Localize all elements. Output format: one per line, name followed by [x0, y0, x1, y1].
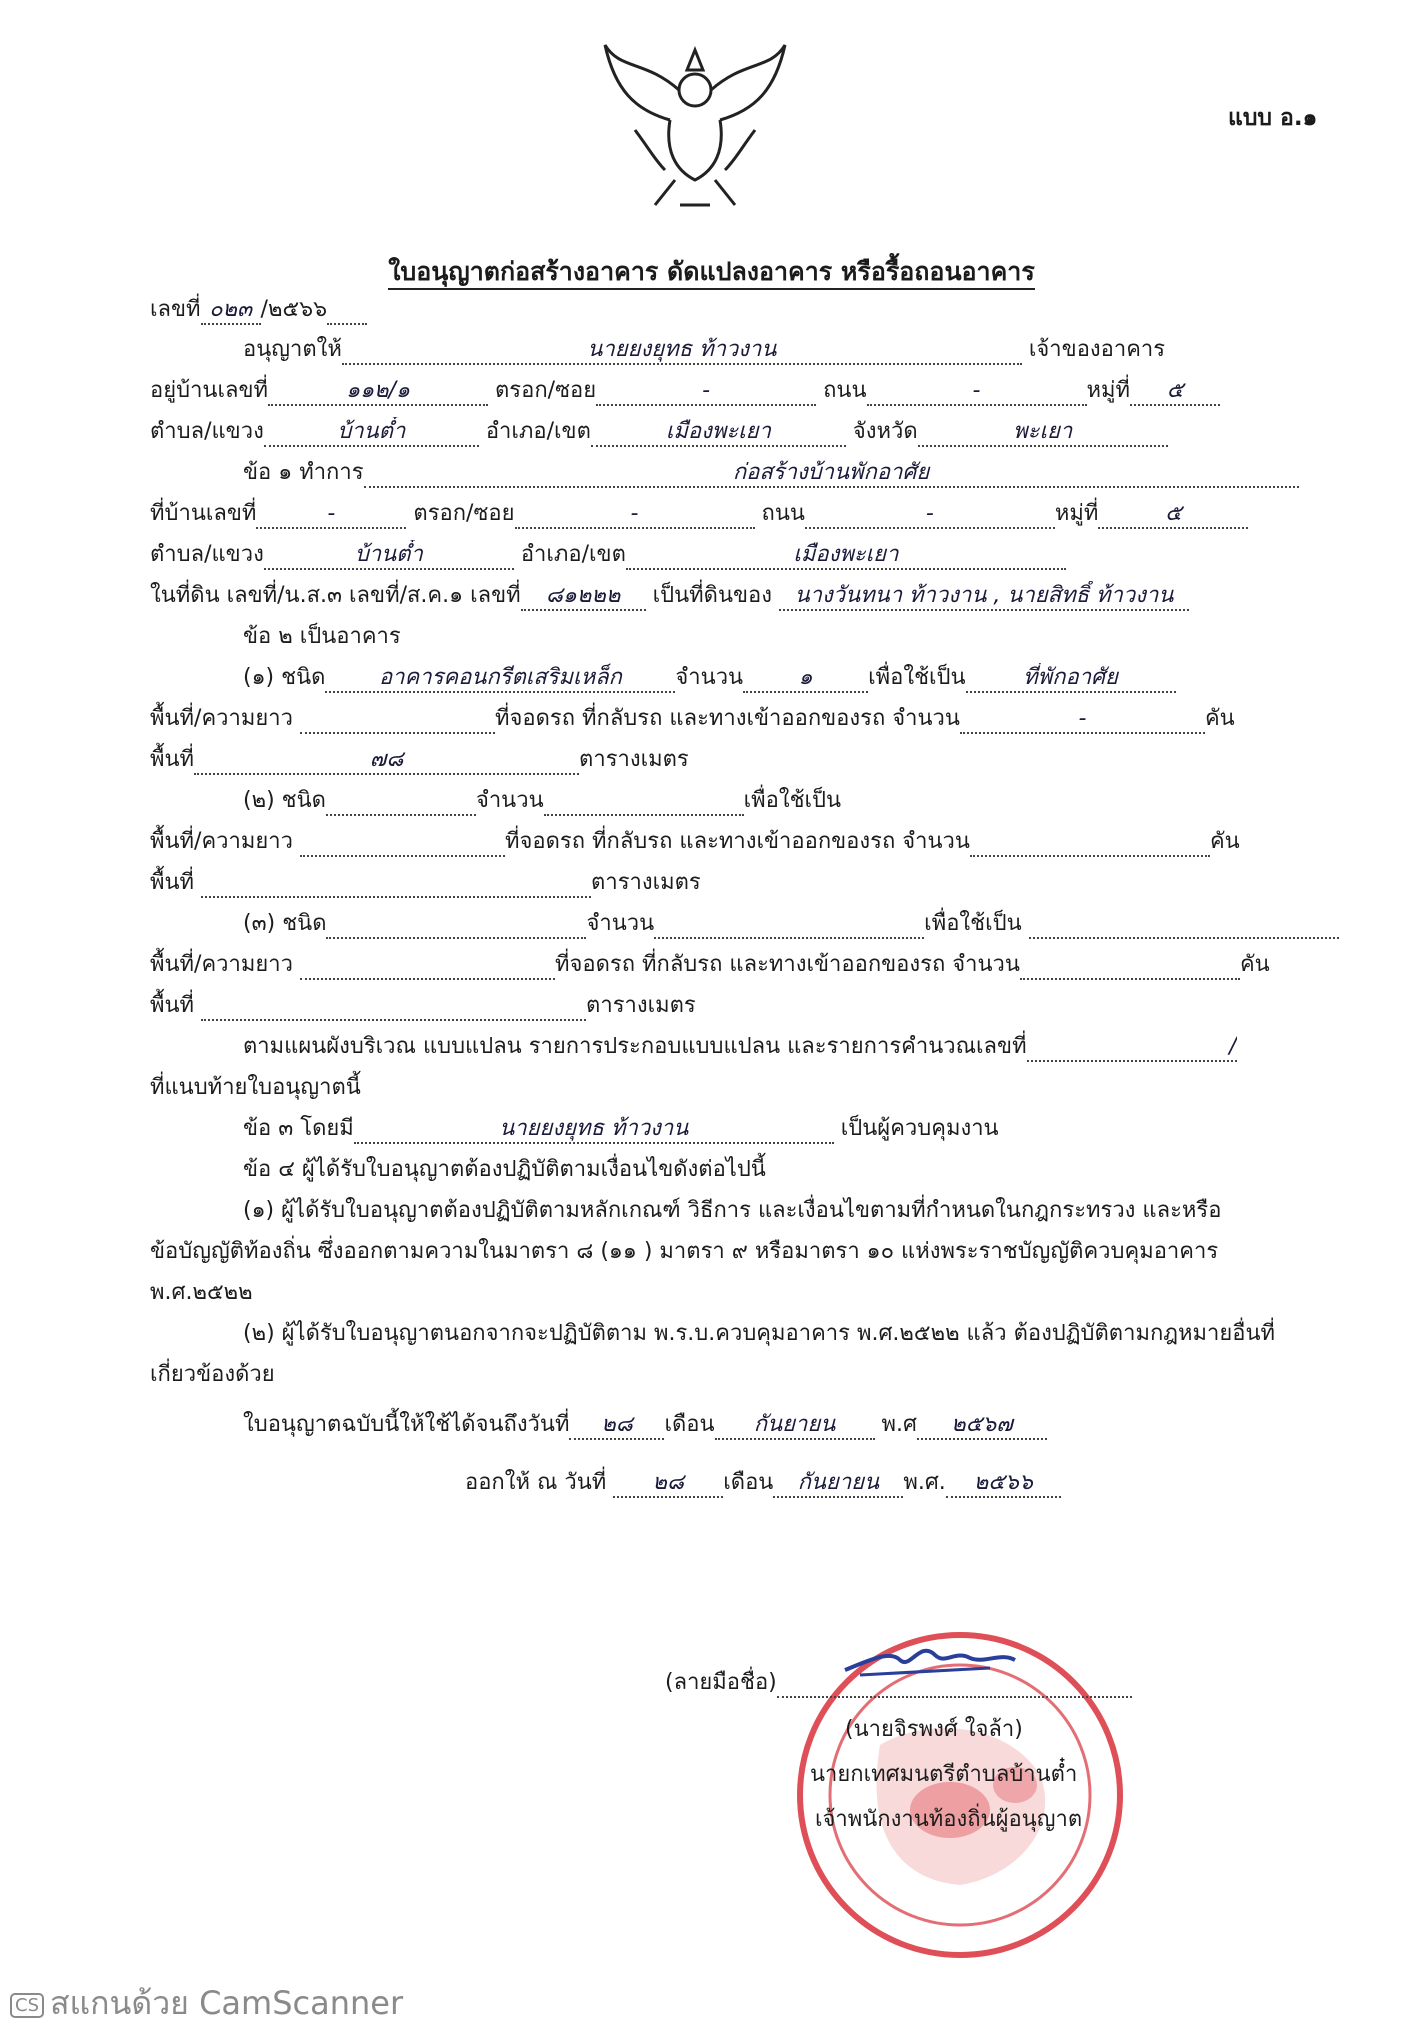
- site-subdistrict: บ้านต๋ำ: [264, 540, 514, 570]
- signer-title-1: นายกเทศมนตรีตำบลบ้านต๋ำ: [810, 1762, 1078, 1787]
- valid-day: ๒๘: [569, 1410, 664, 1440]
- building2-type-line: (๒) ชนิด จำนวน เพื่อใช้เป็น: [243, 786, 841, 816]
- building1-area: ๗๘: [194, 745, 579, 775]
- building1-use: ที่พักอาศัย: [966, 663, 1176, 693]
- permit-number: ๐๒๓: [201, 295, 261, 325]
- owner-district: เมืองพะเยา: [591, 417, 846, 447]
- condition2-line2: เกี่ยวข้องด้วย: [150, 1362, 275, 1387]
- site-moo: ๕: [1098, 499, 1248, 529]
- land-line: ในที่ดิน เลขที่/น.ส.๓ เลขที่/ส.ค.๑ เลขที่ ๘๑๒๒๒ เป็นที่ดินของ นางวันทนา ท้าวงาน , นายสิทธิ์ ท้าวงาน: [150, 581, 1189, 611]
- building1-type-line: (๑) ชนิด อาคารคอนกรีตเสริมเหล็ก จำนวน ๑ เพื่อใช้เป็น ที่พักอาศัย: [243, 663, 1176, 693]
- issued-year: ๒๕๖๖: [946, 1468, 1061, 1498]
- owner-moo: ๕: [1130, 376, 1220, 406]
- item4-line: ข้อ ๔ ผู้ได้รับใบอนุญาตต้องปฏิบัติตามเงื่อนไขดังต่อไปนี้: [243, 1157, 766, 1182]
- signer-name: (นายจิรพงศ์ ใจล้า): [845, 1717, 1023, 1742]
- site-locality-line: ตำบล/แขวง บ้านต๋ำ อำเภอ/เขต เมืองพะเยา: [150, 540, 1066, 570]
- building1-area-line: พื้นที่ ๗๘ ตารางเมตร: [150, 745, 689, 775]
- condition2-line1: (๒) ผู้ได้รับใบอนุญาตนอกจากจะปฏิบัติตาม พ.ร.บ.ควบคุมอาคาร พ.ศ.๒๕๒๒ แล้ว ต้องปฏิบัติตามกฎหมายอื่นที่: [243, 1321, 1276, 1346]
- garuda-emblem-icon: [595, 30, 795, 220]
- building3-area-line: พื้นที่ ตารางเมตร: [150, 991, 696, 1021]
- issued-line: ออกให้ ณ วันที่ ๒๘ เดือน กันยายน พ.ศ. ๒๕๖๖: [465, 1468, 1061, 1498]
- condition1-line1: (๑) ผู้ได้รับใบอนุญาตต้องปฏิบัติตามหลักเกณฑ์ วิธีการ และเงื่อนไขตามที่กำหนดในกฎกระทรวง และหรือ: [243, 1198, 1222, 1223]
- building1-type: อาคารคอนกรีตเสริมเหล็ก: [325, 663, 675, 693]
- item3-line: ข้อ ๓ โดยมี นายยงยุทธ ท้าวงาน เป็นผู้ควบคุมงาน: [243, 1114, 999, 1144]
- site-road: -: [805, 499, 1055, 529]
- camscanner-watermark: CS สแกนด้วย CamScanner: [10, 1978, 403, 2029]
- owner-province: พะเยา: [918, 417, 1168, 447]
- owner-alley: -: [596, 376, 816, 406]
- land-number: ๘๑๒๒๒: [521, 581, 646, 611]
- site-house-no: -: [256, 499, 406, 529]
- signature-line: (ลายมือชื่อ): [665, 1668, 1132, 1698]
- valid-year: ๒๕๖๗: [917, 1410, 1047, 1440]
- supervisor-name: นายยงยุทธ ท้าวงาน: [354, 1114, 834, 1144]
- site-alley: -: [515, 499, 755, 529]
- condition1-line2: ข้อบัญญัติท้องถิ่น ซึ่งออกตามความในมาตรา ๘ (๑๑ ) มาตรา ๙ หรือมาตรา ๑๐ แห่งพระราชบัญญัติควบคุมอาคาร: [150, 1239, 1219, 1264]
- building2-parking-line: พื้นที่/ความยาว ที่จอดรถ ที่กลับรถ และทางเข้าออกของรถ จำนวน คัน: [150, 827, 1240, 857]
- document-title: ใบอนุญาตก่อสร้างอาคาร ดัดแปลงอาคาร หรือรื้อถอนอาคาร: [0, 252, 1423, 292]
- owner-road: -: [867, 376, 1087, 406]
- signer-title-2: เจ้าพนักงานท้องถิ่นผู้อนุญาต: [815, 1807, 1083, 1832]
- building1-parking: -: [960, 704, 1205, 734]
- permit-number-line: เลขที่ ๐๒๓ /๒๕๖๖: [150, 295, 367, 325]
- owner-name: นายยงยุทธ ท้าวงาน: [342, 335, 1022, 365]
- building2-area-line: พื้นที่ ตารางเมตร: [150, 868, 701, 898]
- building1-parking-line: พื้นที่/ความยาว ที่จอดรถ ที่กลับรถ และทางเข้าออกของรถ จำนวน - คัน: [150, 704, 1235, 734]
- form-code: แบบ อ.๑: [1228, 105, 1318, 131]
- owner-subdistrict: บ้านต๋ำ: [264, 417, 479, 447]
- item1-work: ก่อสร้างบ้านพักอาศัย: [364, 458, 1299, 488]
- attached-line: ที่แนบท้ายใบอนุญาตนี้: [150, 1075, 361, 1100]
- condition1-line3: พ.ศ.๒๕๒๒: [150, 1280, 253, 1305]
- site-address-line: ที่บ้านเลขที่ - ตรอก/ซอย - ถนน - หมู่ที่ ๕: [150, 499, 1248, 529]
- item1-line: ข้อ ๑ ทำการ ก่อสร้างบ้านพักอาศัย: [243, 458, 1299, 488]
- issued-month: กันยายน: [773, 1468, 903, 1498]
- building3-type-line: (๓) ชนิด จำนวน เพื่อใช้เป็น: [243, 909, 1339, 939]
- plan-number: /: [1027, 1032, 1237, 1062]
- site-district: เมืองพะเยา: [626, 540, 1066, 570]
- owner-locality-line: ตำบล/แขวง บ้านต๋ำ อำเภอ/เขต เมืองพะเยา จังหวัด พะเยา: [150, 417, 1168, 447]
- item2-label: ข้อ ๒ เป็นอาคาร: [243, 624, 401, 649]
- owner-house-no: ๑๑๒/๑: [268, 376, 488, 406]
- issued-day: ๒๘: [613, 1468, 723, 1498]
- grant-to-line: อนุญาตให้ นายยงยุทธ ท้าวงาน เจ้าของอาคาร: [243, 335, 1165, 365]
- land-owners: นางวันทนา ท้าวงาน , นายสิทธิ์ ท้าวงาน: [779, 581, 1189, 611]
- camscanner-logo-icon: CS: [10, 1993, 44, 2018]
- building3-parking-line: พื้นที่/ความยาว ที่จอดรถ ที่กลับรถ และทางเข้าออกของรถ จำนวน คัน: [150, 950, 1270, 980]
- plan-line: ตามแผนผังบริเวณ แบบแปลน รายการประกอบแบบแปลน และรายการคำนวณเลขที่ /: [243, 1032, 1237, 1062]
- building1-count: ๑: [743, 663, 868, 693]
- validity-line: ใบอนุญาตฉบับนี้ให้ใช้ได้จนถึงวันที่ ๒๘ เดือน กันยายน พ.ศ ๒๕๖๗: [243, 1410, 1047, 1440]
- owner-address-line: อยู่บ้านเลขที่ ๑๑๒/๑ ตรอก/ซอย - ถนน - หมู่ที่ ๕: [150, 376, 1220, 406]
- valid-month: กันยายน: [715, 1410, 875, 1440]
